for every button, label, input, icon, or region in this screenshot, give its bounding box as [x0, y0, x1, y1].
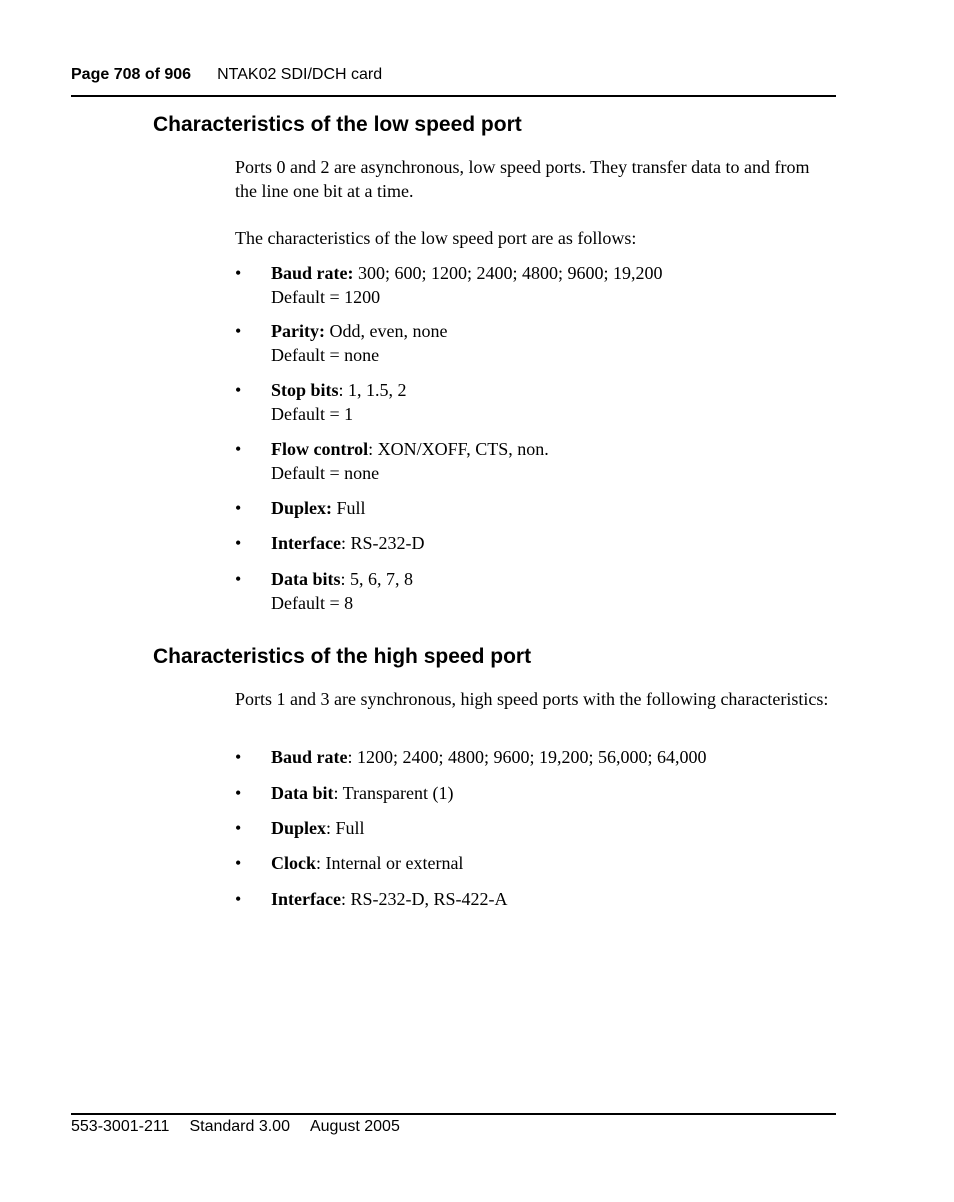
bullet: • [235, 321, 242, 341]
high-speed-heading: Characteristics of the high speed port [153, 645, 532, 668]
item-default: Default = 1200 [271, 286, 381, 307]
bullet: • [235, 783, 242, 803]
bullet: • [235, 439, 242, 459]
item-default: Default = 1 [271, 403, 354, 424]
list-item [235, 262, 835, 309]
bullet: • [235, 498, 242, 518]
list-item [235, 782, 835, 806]
low-speed-heading: Characteristics of the low speed port [153, 113, 522, 136]
item-label: Flow control [271, 439, 369, 459]
item-default: Default = 8 [271, 592, 354, 613]
header-rule [71, 95, 836, 97]
item-text: : 5, 6, 7, 8 [340, 569, 414, 589]
list-item [235, 438, 835, 485]
item-label: Parity: [271, 321, 325, 341]
item-label: Stop bits [271, 380, 339, 400]
bullet: • [235, 263, 242, 283]
footer-rule [71, 1113, 836, 1115]
item-label: Data bits [271, 569, 341, 589]
list-item [235, 379, 835, 426]
low-speed-intro: Ports 0 and 2 are asynchronous, low speed ports. They transfer data to and from the line one bit at a time. [235, 157, 810, 201]
list-item [235, 497, 835, 521]
item-text: : RS-232-D [340, 533, 425, 553]
page-footer [71, 1118, 400, 1136]
low-speed-lead: The characteristics of the low speed port are as follows: [235, 228, 637, 248]
item-label: Baud rate [271, 747, 348, 767]
item-label: Duplex [271, 818, 327, 838]
item-label: Data bit [271, 783, 334, 803]
list-item [235, 532, 835, 556]
bullet: • [235, 747, 242, 767]
item-text: : Internal or external [316, 853, 464, 873]
list-item [235, 888, 835, 912]
document-date: August 2005 [309, 1118, 400, 1135]
document-number: 553-3001-211 [71, 1118, 170, 1135]
list-item [235, 852, 835, 876]
bullet: • [235, 853, 242, 873]
item-text: : Transparent (1) [333, 783, 454, 803]
item-text: : XON/XOFF, CTS, non. [368, 439, 549, 459]
bullet: • [235, 569, 242, 589]
document-standard: Standard 3.00 [189, 1118, 290, 1135]
item-label: Clock [271, 853, 316, 873]
item-default: Default = none [271, 462, 380, 483]
list-item [235, 746, 835, 770]
document-title: NTAK02 SDI/DCH card [217, 66, 383, 83]
item-label: Interface [271, 533, 341, 553]
item-label: Duplex: [271, 498, 333, 518]
item-text: 300; 600; 1200; 2400; 4800; 9600; 19,200 [353, 263, 663, 283]
bullet: • [235, 818, 242, 838]
item-text: : 1200; 2400; 4800; 9600; 19,200; 56,000; 64,000 [347, 747, 707, 767]
item-text: : RS-232-D, RS-422-A [340, 889, 508, 909]
item-text: Odd, even, none [324, 321, 448, 341]
list-item [235, 817, 835, 841]
page-number: Page 708 of 906 [71, 66, 192, 83]
item-default: Default = none [271, 344, 380, 365]
item-text: : Full [326, 818, 365, 838]
bullet: • [235, 889, 242, 909]
list-item [235, 568, 835, 615]
bullet: • [235, 380, 242, 400]
item-label: Interface [271, 889, 341, 909]
item-text: : 1, 1.5, 2 [338, 380, 407, 400]
page-header [71, 66, 836, 84]
item-label: Baud rate: [271, 263, 354, 283]
item-text: Full [332, 498, 366, 518]
bullet: • [235, 533, 242, 553]
list-item [235, 320, 835, 367]
high-speed-intro: Ports 1 and 3 are synchronous, high speed ports with the following characteristics: [235, 689, 829, 709]
